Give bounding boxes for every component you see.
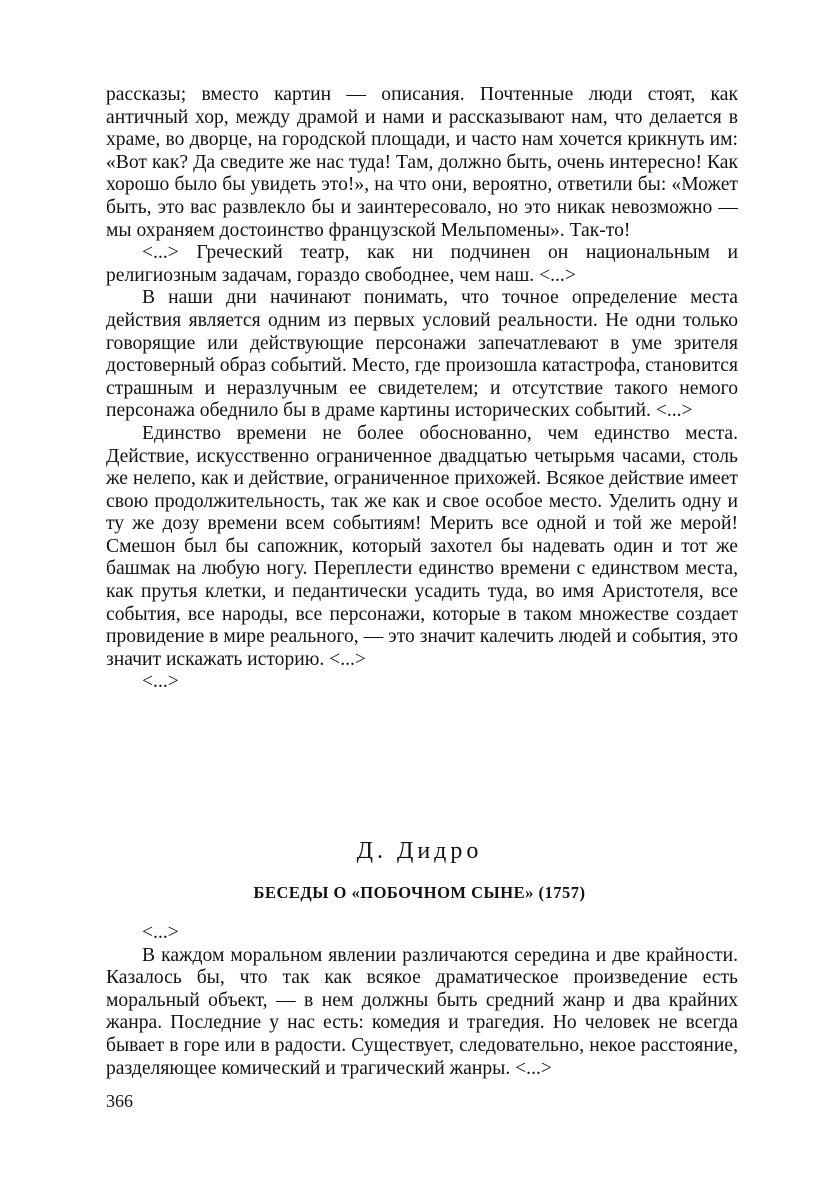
ellipsis-marker: <...>	[142, 671, 179, 693]
section-author: Д. Дидро	[356, 838, 483, 864]
paragraph-continuation: рассказы; вместо картин — описания. Почтенные люди стоят, как античный хор, между драмой и нами и рассказывают нам, что делается в храме, во дворце, на городской площади, и часто нам хочется крикнуть им: «Вот как? Да сведите же нас туда! Там, должно быть, очень интересно! Как хорошо было бы увидеть это!», на что они, вероятно, ответили бы: «Может быть, это вас развлекло бы и заинтересовало, но это никак невозможно — мы охраняем достоинство французской Мельпомены». Так-то!	[106, 84, 738, 241]
ellipsis-marker: <...>	[142, 922, 179, 943]
paragraph-place-of-action: В наши дни начинают понимать, что точное определение места действия является одним из первых условий реальности. Не одни только говорящие или действующие персонажи запечатлевают в уме зрителя достоверный образ событий. Место, где произошла катастрофа, становится страшным и неразлучным ее свидетелем; и отсутствие такого немого персонажа обеднило бы в драме картины исторических событий. <...>	[106, 287, 738, 422]
paragraph-greek-theatre: <...> Греческий театр, как ни подчинен он национальным и религиозным задачам, гораздо свободнее, чем наш. <...>	[106, 242, 738, 286]
section-heading: БЕСЕДЫ О «ПОБОЧНОМ СЫНЕ» (1757)	[253, 883, 586, 902]
paragraph-moral-phenomenon: В каждом моральном явлении различаются середина и две крайности. Казалось бы, что так как всякое драматическое произведение есть моральный объект, — в нем должны быть средний жанр и два крайних жанра. Последние у нас есть: комедия и трагедия. Но человек не всегда бывает в горе или в радости. Существует, следовательно, некое расстояние, разделяющее комический и трагический жанры. <...>	[106, 944, 738, 1079]
paragraph-unity-of-time: Единство времени не более обоснованно, чем единство места. Действие, искусственно ограниченное двадцатью четырьмя часами, столь же нелепо, как и действие, ограниченное прихожей. Всякое действие имеет свою продолжительность, так же как и свое особое место. Уделить одну и ту же дозу времени всем событиям! Мерить все одной и той же мерой! Смешон был бы сапожник, который захотел бы надевать один и тот же башмак на любую ногу. Переплести единство времени с единством места, как прутья клетки, и педантически усадить туда, во имя Аристотеля, все события, все народы, все персонажи, которые в таком множестве создает провидение в мире реального, — это значит калечить людей и события, это значит искажать историю. <...>	[106, 422, 738, 670]
page-number: 366	[106, 1091, 133, 1111]
bottom-text-section	[106, 922, 738, 1080]
top-text-section	[106, 84, 738, 694]
